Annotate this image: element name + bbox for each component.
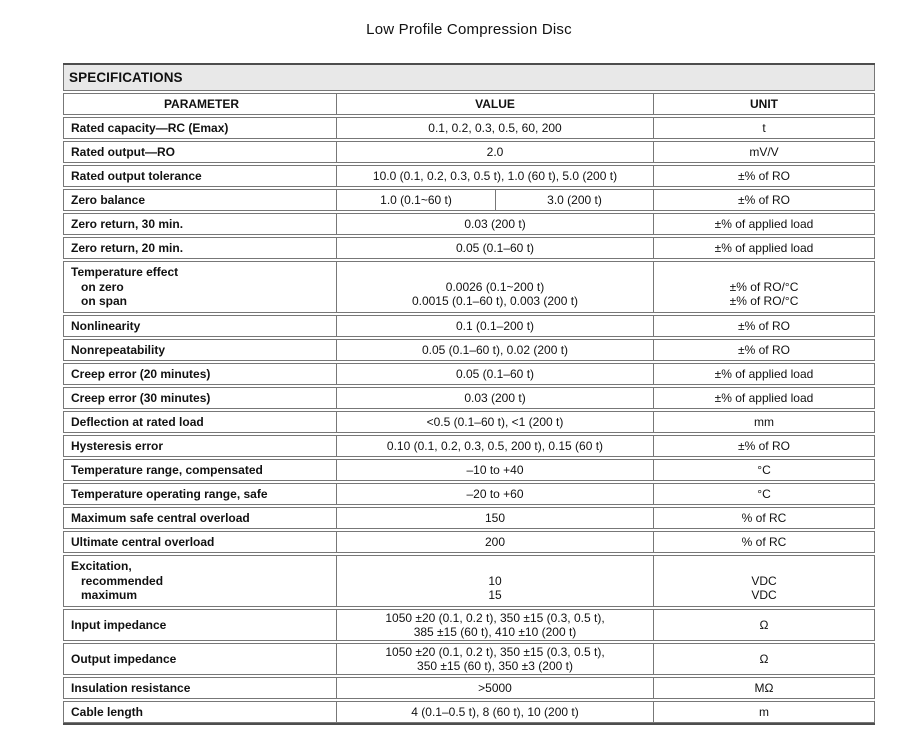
- table-row: [63, 213, 875, 235]
- cell-line: 385 ±15 (60 t), 410 ±10 (200 t): [413, 625, 577, 639]
- cell-line: Hysteresis error: [71, 438, 164, 453]
- value-cell: [336, 238, 653, 258]
- cell-line: 2.0: [486, 144, 504, 159]
- value-cell: [336, 702, 653, 722]
- table-row: [63, 435, 875, 457]
- cell-line: 0.03 (200 t): [464, 216, 526, 231]
- cell-line: ±% of RO/°C: [729, 294, 799, 309]
- unit-cell: [653, 678, 874, 698]
- value-cell: [336, 610, 653, 640]
- cell-line: Deflection at rated load: [71, 414, 204, 429]
- cell-line: m: [759, 704, 769, 719]
- cell-line: % of RC: [741, 534, 787, 549]
- cell-line: 0.0015 (0.1–60 t), 0.003 (200 t): [411, 294, 579, 309]
- unit-cell: [653, 508, 874, 528]
- cell-line: Rated capacity—RC (Emax): [71, 120, 229, 135]
- value-cell: [336, 484, 653, 504]
- parameter-cell: [64, 532, 336, 552]
- table-row: [63, 411, 875, 433]
- unit-cell: [653, 166, 874, 186]
- cell-line: Creep error (30 minutes): [71, 390, 211, 405]
- table-row: [63, 363, 875, 385]
- cell-line: 200: [484, 534, 506, 549]
- value-cell: [336, 262, 653, 312]
- cell-line: mm: [754, 414, 774, 429]
- parameter-cell: [64, 436, 336, 456]
- unit-cell: [653, 214, 874, 234]
- unit-cell: [653, 702, 874, 722]
- value-cell: [336, 508, 653, 528]
- table-row: [63, 165, 875, 187]
- parameter-cell: [64, 460, 336, 480]
- unit-cell: [653, 460, 874, 480]
- cell-line: recommended: [71, 573, 164, 588]
- cell-line: Excitation,: [71, 559, 132, 574]
- parameter-cell: [64, 118, 336, 138]
- value-cell: [336, 678, 653, 698]
- cell-line: Zero balance: [71, 192, 146, 207]
- cell-line: Maximum safe central overload: [71, 510, 250, 525]
- table-row: [63, 643, 875, 675]
- unit-cell: [653, 262, 874, 312]
- value-subcell: 1.0 (0.1~60 t): [380, 192, 452, 207]
- parameter-cell: [64, 556, 336, 606]
- parameter-cell: [64, 316, 336, 336]
- cell-line: °C: [757, 486, 771, 501]
- cell-line: MΩ: [754, 680, 774, 695]
- unit-cell: [653, 142, 874, 162]
- cell-line: 1050 ±20 (0.1, 0.2 t), 350 ±15 (0.3, 0.5 t),: [385, 644, 605, 659]
- value-cell: [336, 556, 653, 606]
- cell-line: [493, 559, 496, 574]
- unit-cell: [653, 644, 874, 674]
- unit-cell: [653, 340, 874, 360]
- cell-line: mV/V: [749, 144, 779, 159]
- cell-line: Creep error (20 minutes): [71, 366, 211, 381]
- parameter-cell: [64, 190, 336, 210]
- table-body: [63, 117, 875, 723]
- cell-line: Temperature operating range, safe: [71, 486, 268, 501]
- table-row: [63, 531, 875, 553]
- table-row: [63, 387, 875, 409]
- cell-line: Ultimate central overload: [71, 534, 215, 549]
- cell-line: <0.5 (0.1–60 t), <1 (200 t): [426, 414, 564, 429]
- value-cell: [336, 118, 653, 138]
- cell-line: ±% of RO/°C: [729, 279, 799, 294]
- unit-cell: [653, 118, 874, 138]
- cell-line: maximum: [71, 588, 138, 603]
- cell-line: [762, 265, 765, 280]
- table-row: [63, 117, 875, 139]
- column-header-unit: UNIT: [653, 94, 874, 114]
- cell-line: ±% of applied load: [714, 216, 814, 231]
- value-cell: [336, 316, 653, 336]
- unit-cell: [653, 610, 874, 640]
- cell-line: [493, 265, 496, 280]
- table-column-header-row: [63, 93, 875, 115]
- cell-line: Zero return, 30 min.: [71, 216, 184, 231]
- unit-cell: [653, 388, 874, 408]
- cell-line: 0.1, 0.2, 0.3, 0.5, 60, 200: [428, 120, 562, 135]
- cell-line: Rated output tolerance: [71, 168, 202, 183]
- cell-line: VDC: [751, 573, 777, 588]
- unit-cell: [653, 412, 874, 432]
- cell-line: Ω: [759, 617, 769, 632]
- cell-line: >5000: [478, 680, 512, 695]
- unit-cell: [653, 364, 874, 384]
- page-title: Low Profile Compression Disc: [366, 21, 572, 38]
- unit-cell: [653, 436, 874, 456]
- cell-line: ±% of RO: [738, 192, 790, 207]
- cell-line: VDC: [751, 588, 777, 603]
- table-row: [63, 555, 875, 607]
- cell-line: ±% of applied load: [714, 240, 814, 255]
- cell-line: Ω: [759, 651, 769, 666]
- cell-line: ±% of RO: [738, 438, 790, 453]
- cell-line: 0.0026 (0.1~200 t): [445, 279, 545, 294]
- cell-line: 0.05 (0.1–60 t): [455, 366, 535, 381]
- value-subcell: 3.0 (200 t): [495, 190, 653, 210]
- cell-line: Temperature range, compensated: [71, 462, 263, 477]
- cell-line: °C: [757, 462, 771, 477]
- value-cell: [336, 214, 653, 234]
- table-row: [63, 701, 875, 723]
- table-row: [63, 459, 875, 481]
- cell-line: ±% of applied load: [714, 366, 814, 381]
- cell-line: ±% of RO: [738, 342, 790, 357]
- value-cell: [336, 388, 653, 408]
- cell-line: Input impedance: [71, 617, 167, 632]
- parameter-cell: [64, 644, 336, 674]
- value-cell: [336, 460, 653, 480]
- parameter-cell: [64, 142, 336, 162]
- cell-line: –20 to +60: [466, 486, 524, 501]
- cell-line: 10.0 (0.1, 0.2, 0.3, 0.5 t), 1.0 (60 t), 5.0 (200 t): [372, 168, 618, 183]
- table-row: [63, 483, 875, 505]
- cell-line: % of RC: [741, 510, 787, 525]
- unit-cell: [653, 238, 874, 258]
- parameter-cell: [64, 364, 336, 384]
- value-cell: [336, 532, 653, 552]
- cell-line: Zero return, 20 min.: [71, 240, 184, 255]
- cell-line: 0.03 (200 t): [464, 390, 526, 405]
- cell-line: Rated output—RO: [71, 144, 175, 159]
- parameter-cell: [64, 678, 336, 698]
- cell-line: on span: [71, 294, 128, 309]
- cell-line: Temperature effect: [71, 265, 179, 280]
- specifications-table: [63, 63, 875, 725]
- value-cell: [336, 190, 653, 210]
- value-cell: [336, 436, 653, 456]
- cell-line: 0.05 (0.1–60 t): [455, 240, 535, 255]
- cell-line: Insulation resistance: [71, 680, 191, 695]
- parameter-cell: [64, 484, 336, 504]
- cell-line: on zero: [71, 279, 124, 294]
- unit-cell: [653, 532, 874, 552]
- table-row: [63, 677, 875, 699]
- cell-line: Nonrepeatability: [71, 342, 166, 357]
- parameter-cell: [64, 340, 336, 360]
- cell-line: 4 (0.1–0.5 t), 8 (60 t), 10 (200 t): [411, 704, 579, 719]
- cell-line: 1050 ±20 (0.1, 0.2 t), 350 ±15 (0.3, 0.5 t),: [385, 610, 605, 625]
- cell-line: ±% of RO: [738, 318, 790, 333]
- parameter-cell: [64, 166, 336, 186]
- value-cell: [336, 644, 653, 674]
- cell-line: 0.1 (0.1–200 t): [455, 318, 535, 333]
- parameter-cell: [64, 238, 336, 258]
- cell-line: ±% of applied load: [714, 390, 814, 405]
- parameter-cell: [64, 388, 336, 408]
- cell-line: [762, 559, 765, 574]
- value-cell: [336, 412, 653, 432]
- table-bottom-rule: [63, 723, 875, 725]
- column-header-parameter: PARAMETER: [163, 96, 240, 111]
- table-row: [63, 189, 875, 211]
- cell-line: 15: [488, 588, 502, 603]
- cell-line: Cable length: [71, 704, 144, 719]
- cell-line: 10: [488, 573, 502, 588]
- table-row: [63, 507, 875, 529]
- parameter-cell: [64, 508, 336, 528]
- section-header-label: SPECIFICATIONS: [69, 70, 183, 85]
- cell-line: Output impedance: [71, 651, 177, 666]
- parameter-cell: [64, 262, 336, 312]
- table-row: [63, 141, 875, 163]
- unit-cell: [653, 556, 874, 606]
- table-row: [63, 237, 875, 259]
- cell-line: 0.10 (0.1, 0.2, 0.3, 0.5, 200 t), 0.15 (60 t): [386, 438, 604, 453]
- value-cell: [336, 340, 653, 360]
- cell-line: 150: [484, 510, 506, 525]
- parameter-cell: [64, 214, 336, 234]
- parameter-cell: [64, 412, 336, 432]
- table-row: [63, 261, 875, 313]
- value-cell: [336, 364, 653, 384]
- parameter-cell: [64, 610, 336, 640]
- table-row: [63, 339, 875, 361]
- cell-line: Nonlinearity: [71, 318, 141, 333]
- table-row: [63, 315, 875, 337]
- cell-line: t: [762, 120, 766, 135]
- value-cell: [336, 142, 653, 162]
- cell-line: –10 to +40: [466, 462, 524, 477]
- unit-cell: [653, 484, 874, 504]
- table-row: [63, 609, 875, 641]
- value-cell: [336, 166, 653, 186]
- unit-cell: [653, 190, 874, 210]
- column-header-value: VALUE: [336, 94, 653, 114]
- cell-line: ±% of RO: [738, 168, 790, 183]
- cell-line: 0.05 (0.1–60 t), 0.02 (200 t): [421, 342, 569, 357]
- cell-line: 350 ±15 (60 t), 350 ±3 (200 t): [417, 659, 573, 673]
- parameter-cell: [64, 702, 336, 722]
- table-section-header: [63, 65, 875, 91]
- unit-cell: [653, 316, 874, 336]
